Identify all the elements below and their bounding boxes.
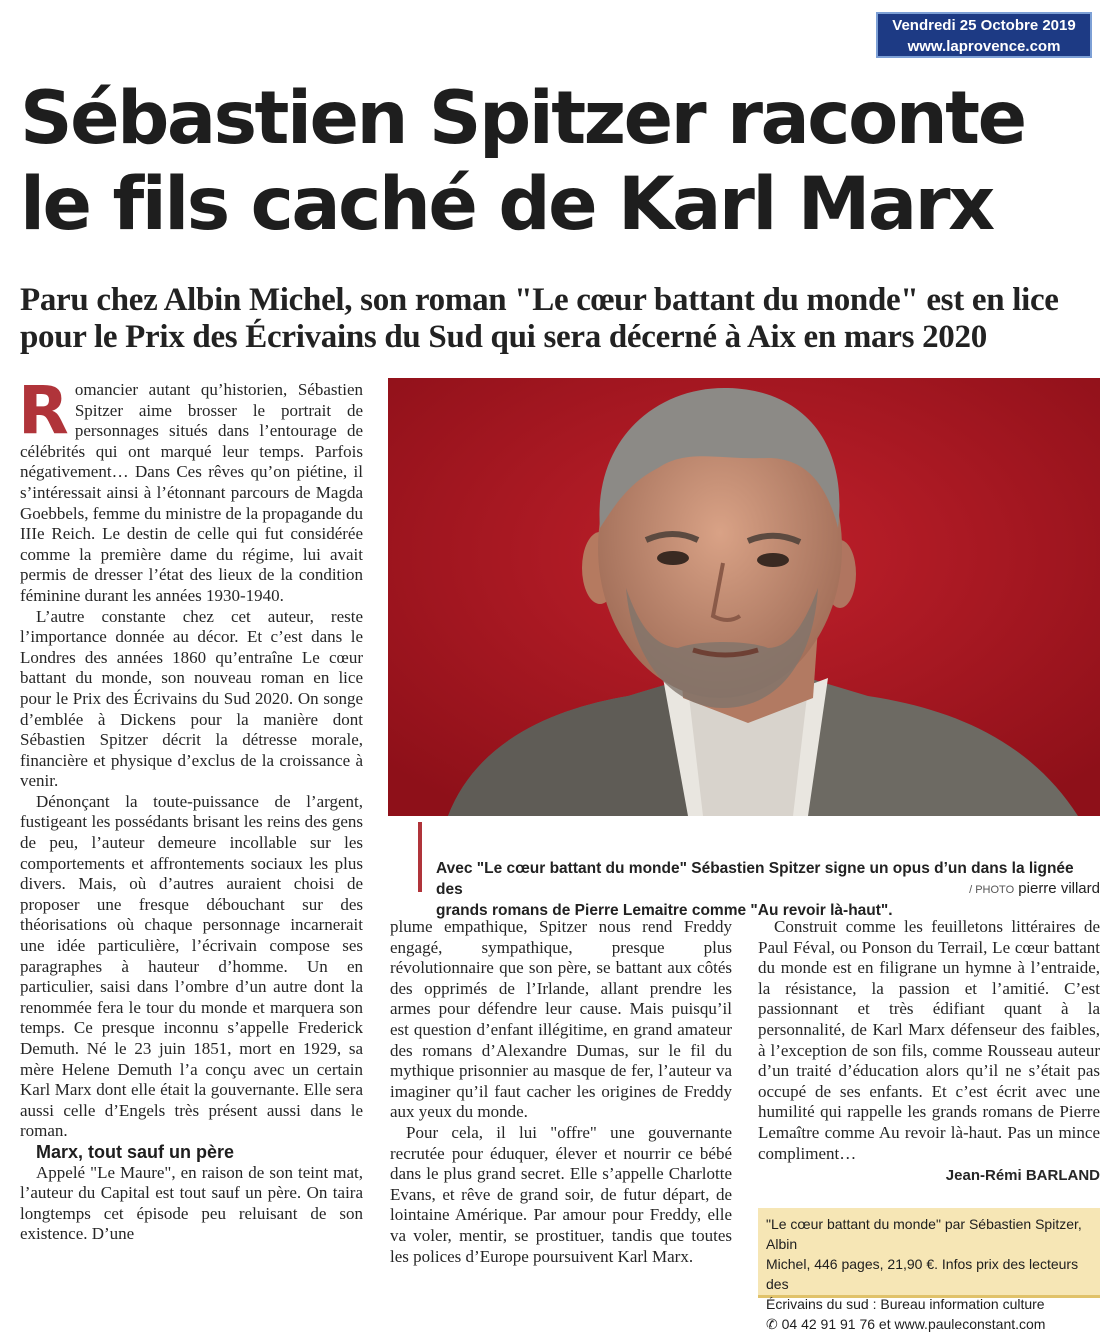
photo-credit-name: pierre villard	[1018, 880, 1100, 897]
info-line: Écrivains du sud : Bureau information culture	[766, 1296, 1045, 1312]
headline-line: Sébastien Spitzer raconte	[20, 76, 1025, 161]
photo-credit-label: / PHOTO	[969, 884, 1015, 896]
article-column-2	[390, 917, 732, 1267]
drop-cap: R	[18, 372, 69, 449]
masthead-date-box	[876, 12, 1092, 58]
article-paragraph: Dénonçant la toute-puissance de l’argent, fustigeant les possédants brisant les reins des gens de peu, l’auteur demeure incollable sur les comportements et affrontements sociaux les plus divers. Mais, où d’autres auraient choisi de proposer une fresque débouchant sur des théorisations où chaque personnage incarnerait une idée particulière, l’écrivain compose ses paragraphes à hauteur d’homme. Un en particulier, saisi dans l’ombre d’un autre dont la renommée fera le tour du monde et marquera son temps. Ce presque inconnu s’appelle Frederick Demuth. Né le 23 juin 1851, mort en 1929, sa mère Helene Demuth l’a conçu avec un certain Karl Marx dont elle était la gouvernante. Elle sera aussi celle d’Engels très présent aussi dans le roman.	[20, 791, 363, 1141]
photo-credit	[969, 878, 1100, 901]
author-signature: Jean-Rémi BARLAND	[945, 1167, 1100, 1185]
caption-line: grands romans de Pierre Lemaitre comme "Au revoir là-haut".	[436, 902, 893, 919]
subhead-line: Paru chez Albin Michel, son roman "Le cœur battant du monde" est en lice	[20, 282, 1059, 318]
info-line: Michel, 446 pages, 21,90 €. Infos prix des lecteurs des	[766, 1256, 1079, 1292]
publication-date: Vendredi 25 Octobre 2019	[892, 17, 1076, 34]
caption-line: Avec "Le cœur battant du monde" Sébastien Spitzer signe un opus d’un dans la lignée des	[436, 860, 1074, 898]
article-paragraph: plume empathique, Spitzer nous rend Freddy engagé, sympathique, presque plus révolutionnaire que son père, se battant aux côtés des opprimés de l’Irlande, allant prendre les armes pour défendre leur cause. Mais puisqu’il est question d’enfant illégitime, en grand amateur des romans d’Alexandre Dumas, sur le fil du mythique prisonnier au masque de fer, l’auteur va imaginer qu’il faut cacher les origines de Freddy aux yeux du monde.	[390, 917, 732, 1122]
article-paragraph: Construit comme les feuilletons littéraires de Paul Féval, ou Ponson du Terrail, Le cœur battant du monde est en filigrane un hymne à l’entraide, la résistance, la passion et l’amitié. C’est passionnant et très édifiant quant à la personnalité, de Karl Marx défenseur des faibles, à l’exception de son fils, comme Rousseau auteur d’un traité d’éducation alors qu’il ne s’était pas occupé de ses enfants. Et c’est écrit avec une humilité qui rappelle les grands romans de Pierre Lemaître comme Au revoir là-haut. Pas un mince compliment…	[758, 917, 1100, 1163]
site-url[interactable]: www.laprovence.com	[907, 38, 1061, 55]
subheadline	[20, 282, 1110, 356]
article-paragraph: L’autre constante chez cet auteur, reste l’importance donnée au décor. Et c’est dans le Londres des années 1860 qu’entraîne Le cœur battant du monde, son nouveau roman en lice pour le Prix des Écrivains du Sud 2020. On songe d’emblée à Dickens pour la manière dont Sébastien Spitzer décrit la détresse morale, financière et physique d’exclus de la croissance à venir.	[20, 606, 363, 791]
author-photo	[388, 378, 1100, 816]
article-paragraph: Romancier autant qu’historien, Sébastien Spitzer aime brosser le portrait de personnages situés dans l’entourage de célébrités qui ont marqué leur temps. Parfois négativement… Dans Ces rêves qu’on piétine, il s’intéressait ainsi à l’étonnant parcours de Magda Goebbels, femme du ministre de la propagande du IIIe Reich. Le destin de celle qui fut considérée comme la première dame du régime, lui avait permis de dresser l’état des lieux de la condition féminine durant les années 1930-1940.	[18, 372, 363, 605]
section-subtitle: Marx, tout sauf un père	[36, 1141, 235, 1162]
book-info-box	[758, 1208, 1100, 1332]
headline	[20, 76, 1100, 248]
article-column-1	[18, 372, 363, 1245]
article-paragraph: Pour cela, il lui "offre" une gouvernante recrutée pour éduquer, élever et nourrir ce bébé dans le plus grand secret. Elle s’appelle Charlotte Evans, et rêve de grand soir, de futur départ, de lointaine Amérique. Par amour pour Freddy, elle va voler, mentir, se prostituer, tandis que toutes les polices d’Europe poursuivent Karl Marx.	[390, 1122, 732, 1266]
headline-line: le fils caché de Karl Marx	[20, 162, 993, 247]
info-contact[interactable]: ✆ 04 42 91 91 76 et www.pauleconstant.com	[766, 1316, 1046, 1332]
article-paragraph: Appelé "Le Maure", en raison de son teint mat, l’auteur du Capital est tout sauf un père. On taira longtemps cet épisode peu reluisant de son existence. D’une	[20, 1162, 363, 1244]
subhead-line: pour le Prix des Écrivains du Sud qui sera décerné à Aix en mars 2020	[20, 319, 987, 355]
portrait-illustration	[388, 378, 1100, 816]
caption-accent-bar	[418, 822, 422, 892]
article-column-3	[758, 917, 1100, 1187]
info-line: "Le cœur battant du monde" par Sébastien Spitzer, Albin	[766, 1216, 1082, 1252]
photo-caption	[418, 820, 1100, 919]
